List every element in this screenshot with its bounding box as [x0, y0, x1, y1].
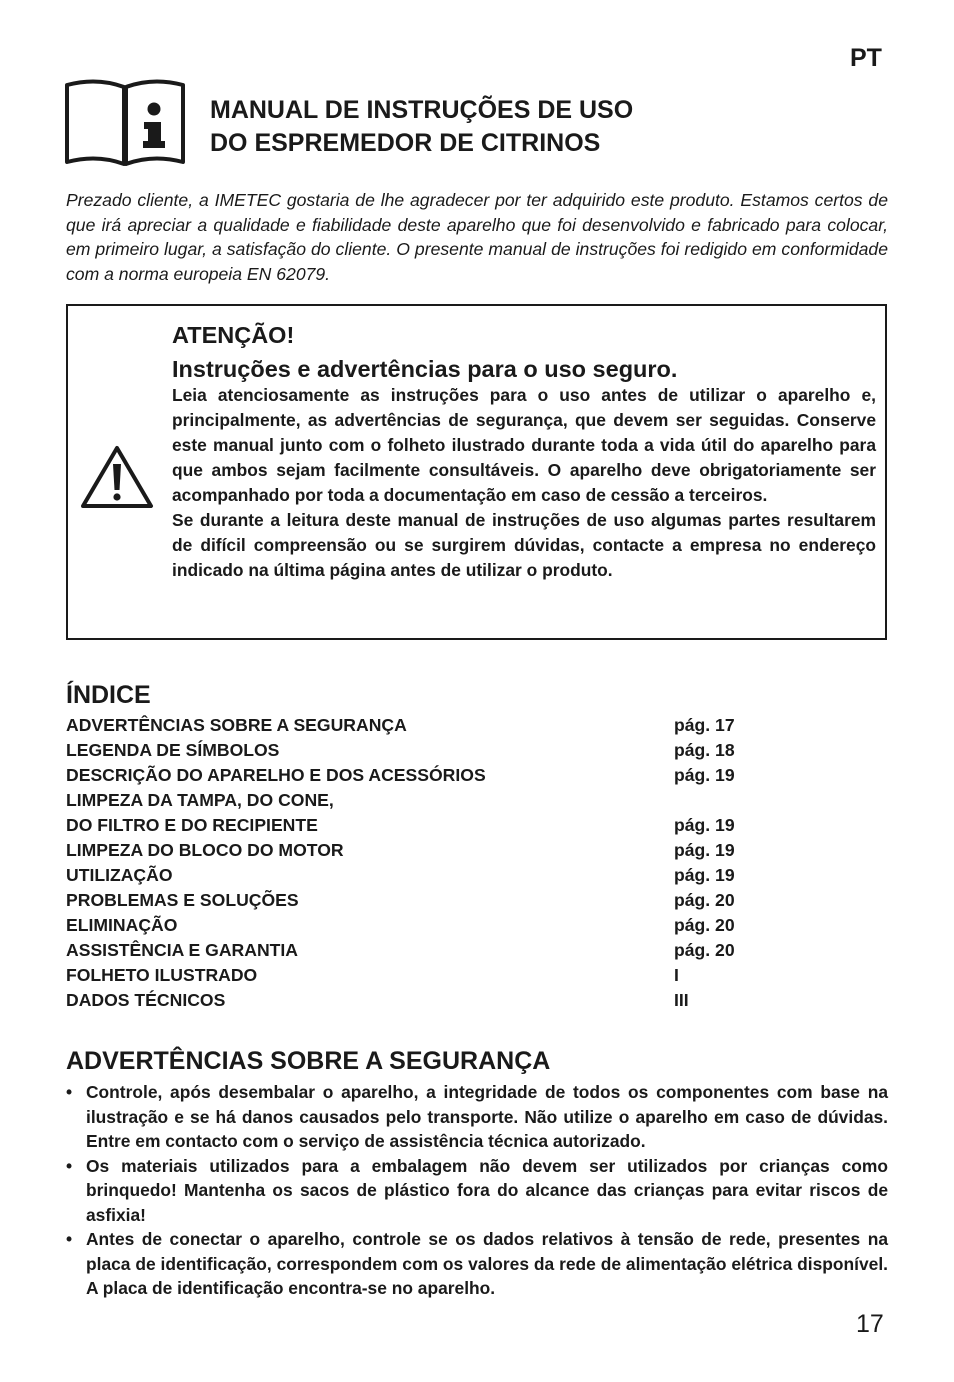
- toc-label: PROBLEMAS E SOLUÇÕES: [66, 890, 299, 910]
- index-title: ÍNDICE: [66, 681, 151, 709]
- bullet-icon: •: [66, 1155, 73, 1176]
- warning-paragraph: Se durante a leitura deste manual de instruções de uso algumas partes resultarem de difícil compreensão ou se surgirem dúvidas, contacte a empresa no endereço indicado na última página antes de utilizar o produto.: [172, 510, 876, 580]
- bullet-icon: •: [66, 1229, 73, 1249]
- toc-label: LIMPEZA DA TAMPA, DO CONE,: [66, 790, 334, 810]
- toc-page: pág. 19: [674, 765, 735, 785]
- book-info-icon: [64, 78, 186, 168]
- toc-label: UTILIZAÇÃO: [66, 865, 173, 885]
- warning-box: [66, 304, 887, 640]
- safety-list: [66, 1080, 888, 1301]
- warning-paragraph: Leia atenciosamente as instruções para o uso antes de utilizar o aparelho e, principalmente, as advertências de segurança, que devem ser seguidas. Conserve este manual junto com o folheto ilustrado durante toda a vida útil do aparelho para que ambos sejam facilmente consultáveis. O aparelho deve obrigatoriamente ser acompanhado por toda a documentação em caso de cessão a terceiros.: [172, 385, 876, 505]
- toc-page: pág. 19: [674, 815, 735, 835]
- toc-page: pág. 19: [674, 840, 735, 860]
- list-item: [66, 1080, 888, 1154]
- toc-page: pág. 20: [674, 890, 735, 910]
- warning-title: ATENÇÃO!: [172, 322, 295, 348]
- intro-paragraph: Prezado cliente, a IMETEC gostaria de lhe agradecer por ter adquirido este produto. Estamos certos de que irá apreciar a qualidade e fiabilidade deste aparelho que foi desenvolvido e fabricado para colocar, em primeiro lugar, a satisfação do cliente. O presente manual de instruções foi redigido em conformidade com a norma europeia EN 62079.: [66, 190, 888, 284]
- toc-label: DESCRIÇÃO DO APARELHO E DOS ACESSÓRIOS: [66, 765, 486, 785]
- list-item-text: Antes de conectar o aparelho, controle se os dados relativos à tensão de rede, presentes na placa de identificação, correspondem com os valores da rede de alimentação elétrica disponível. A placa de identificação encontra-se no aparelho.: [86, 1229, 888, 1298]
- toc-label: ELIMINAÇÃO: [66, 915, 178, 935]
- list-item-text: Controle, após desembalar o aparelho, a integridade de todos os componentes com base na ilustração e se há danos causados pelo transporte. Não utilize o aparelho em caso de dúvidas. Entre em contacto com o serviço de assistência técnica autorizado.: [86, 1082, 888, 1151]
- toc-label: ADVERTÊNCIAS SOBRE A SEGURANÇA: [66, 715, 407, 735]
- toc-row: [66, 813, 786, 838]
- warning-body: [172, 383, 876, 583]
- list-item-text: Os materiais utilizados para a embalagem não devem ser utilizados por crianças como brinquedo! Mantenha os sacos de plástico fora do alcance das crianças para evitar riscos de asfixia!: [86, 1155, 888, 1225]
- manual-title: [210, 94, 633, 160]
- warning-triangle-icon: [80, 444, 154, 510]
- toc-page: pág. 17: [674, 715, 735, 735]
- title-line-1: MANUAL DE INSTRUÇÕES DE USO: [210, 96, 634, 124]
- warning-subtitle: Instruções e advertências para o uso seguro.: [172, 356, 678, 382]
- warning-heading: [172, 318, 677, 386]
- toc-label: LEGENDA DE SÍMBOLOS: [66, 740, 280, 760]
- table-of-contents: [66, 713, 786, 1013]
- toc-label: DADOS TÉCNICOS: [66, 990, 226, 1010]
- toc-row: [66, 988, 786, 1013]
- toc-page: pág. 18: [674, 740, 735, 760]
- language-tag: PT: [850, 44, 882, 72]
- toc-row: [66, 763, 786, 788]
- toc-row: [66, 788, 786, 813]
- toc-page: pág. 20: [674, 940, 735, 960]
- list-item: [66, 1154, 888, 1228]
- toc-label: DO FILTRO E DO RECIPIENTE: [66, 815, 318, 835]
- toc-row: [66, 913, 786, 938]
- toc-label: LIMPEZA DO BLOCO DO MOTOR: [66, 840, 344, 860]
- toc-row: [66, 888, 786, 913]
- title-line-2: DO ESPREMEDOR DE CITRINOS: [210, 129, 601, 157]
- toc-row: [66, 738, 786, 763]
- toc-page: I: [674, 965, 679, 985]
- toc-row: [66, 838, 786, 863]
- toc-row: [66, 713, 786, 738]
- list-item: [66, 1227, 888, 1301]
- toc-label: ASSISTÊNCIA E GARANTIA: [66, 940, 298, 960]
- toc-page: pág. 19: [674, 865, 735, 885]
- safety-section-title: ADVERTÊNCIAS SOBRE A SEGURANÇA: [66, 1047, 551, 1075]
- toc-page: pág. 20: [674, 915, 735, 935]
- toc-row: [66, 863, 786, 888]
- bullet-icon: •: [66, 1082, 73, 1102]
- toc-label: FOLHETO ILUSTRADO: [66, 965, 258, 985]
- page-number: 17: [856, 1310, 884, 1338]
- toc-page: III: [674, 990, 689, 1010]
- toc-row: [66, 938, 786, 963]
- toc-row: [66, 963, 786, 988]
